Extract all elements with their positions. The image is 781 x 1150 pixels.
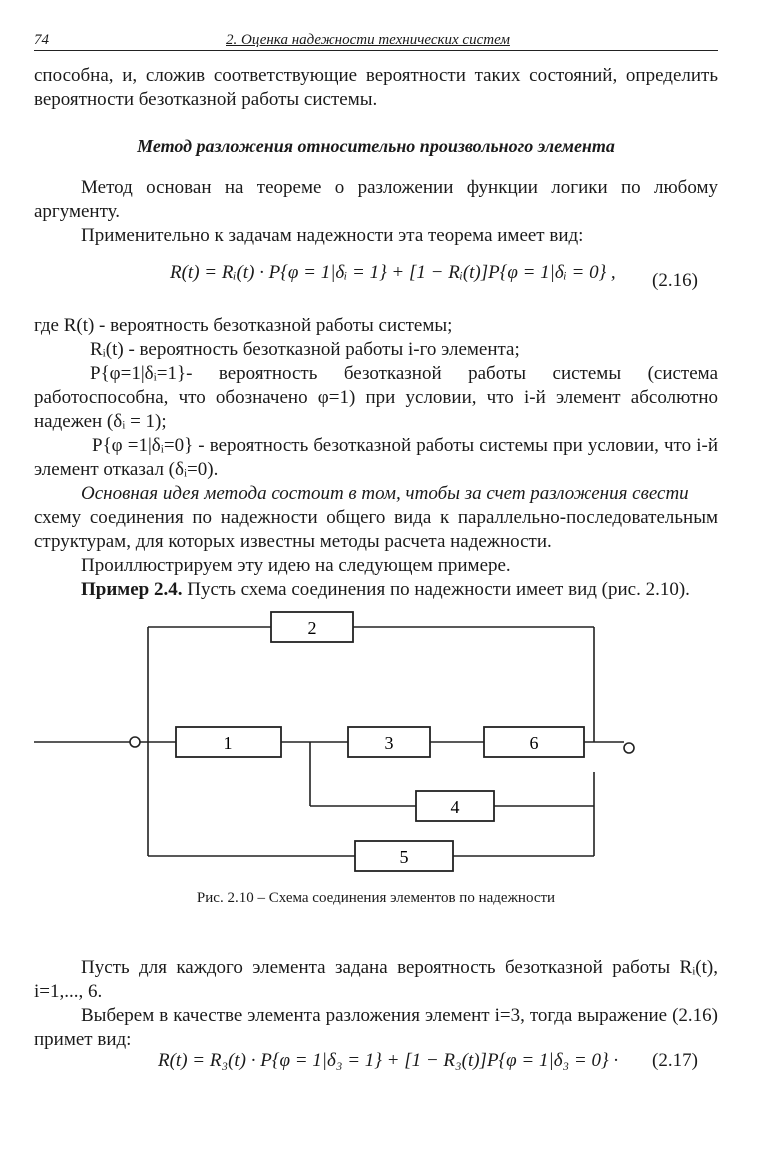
definition-p0: P{φ =1|δᵢ=0} - вероятность безотказной работы системы при условии, что i-й элемент отказал (δᵢ=0). — [34, 435, 718, 480]
element-3 — [348, 727, 430, 757]
element-5-label: 5 — [399, 847, 409, 867]
element-2-label: 2 — [307, 618, 317, 638]
choose-paragraph: Выберем в качестве элемента разложения элемент i=3, тогда выражение (2.16) примет вид: — [34, 1005, 718, 1050]
element-5 — [355, 841, 453, 871]
element-3-label: 3 — [384, 733, 394, 753]
formula-2-16: R(t) = Rᵢ(t) · P{φ = 1|δᵢ = 1} + [1 − Rᵢ(t)]P{φ = 1|δᵢ = 0} , — [170, 262, 616, 283]
page — [34, 0, 718, 1150]
equation-number-2-16: (2.16) — [652, 270, 698, 291]
example-text: Пусть схема соединения по надежности имеет вид (рис. 2.10). — [182, 579, 690, 600]
main-idea-rest: схему соединения по надежности общего вида к параллельно-последовательным структурам, для которых известны методы расчета надежности. — [34, 507, 718, 552]
definition-r: где R(t) - вероятность безотказной работы системы; — [34, 315, 453, 336]
element-1-label: 1 — [223, 733, 233, 753]
method-paragraph: Метод основан на теореме о разложении функции логики по любому аргументу. — [34, 177, 718, 222]
formula-2-17: R(t) = R₃(t) · P{φ = 1|δ₃ = 1} + [1 − R₃(t)]P{φ = 1|δ₃ = 0} · — [158, 1050, 619, 1071]
element-4 — [416, 791, 494, 821]
definition-ri: Rᵢ(t) - вероятность безотказной работы i-го элемента; — [90, 339, 520, 360]
page-number: 74 — [34, 32, 49, 48]
element-2 — [271, 612, 353, 642]
definition-p1: P{φ=1|δᵢ=1}- вероятность безотказной работы системы (система работоспособна, что обозначено φ=1) при условии, что i-й элемент абсолютно надежен (δᵢ = 1); — [34, 363, 718, 432]
given-paragraph: Пусть для каждого элемента задана вероятность безотказной работы Rᵢ(t), i=1,..., 6. — [34, 957, 718, 1002]
element-1 — [176, 727, 281, 757]
apply-paragraph: Применительно к задачам надежности эта теорема имеет вид: — [81, 225, 584, 246]
chapter-title: 2. Оценка надежности технических систем — [226, 32, 510, 48]
input-terminal — [130, 737, 140, 747]
main-idea-italic: Основная идея метода состоит в том, чтобы за счет разложения свести — [81, 483, 689, 504]
example-label: Пример 2.4. — [81, 579, 183, 600]
intro-paragraph: способна, и, сложив соответствующие вероятности таких состояний, определить вероятности безотказной работы системы. — [34, 65, 718, 110]
element-6 — [484, 727, 584, 757]
element-6-label: 6 — [529, 733, 539, 753]
output-terminal — [624, 743, 634, 753]
section-heading: Метод разложения относительно произвольного элемента — [137, 136, 615, 156]
element-4-label: 4 — [450, 797, 460, 817]
figure-caption: Рис. 2.10 – Схема соединения элементов по надежности — [196, 890, 556, 906]
equation-number-2-17: (2.17) — [652, 1050, 698, 1071]
illustrate-paragraph: Проиллюстрируем эту идею на следующем примере. — [81, 555, 511, 576]
